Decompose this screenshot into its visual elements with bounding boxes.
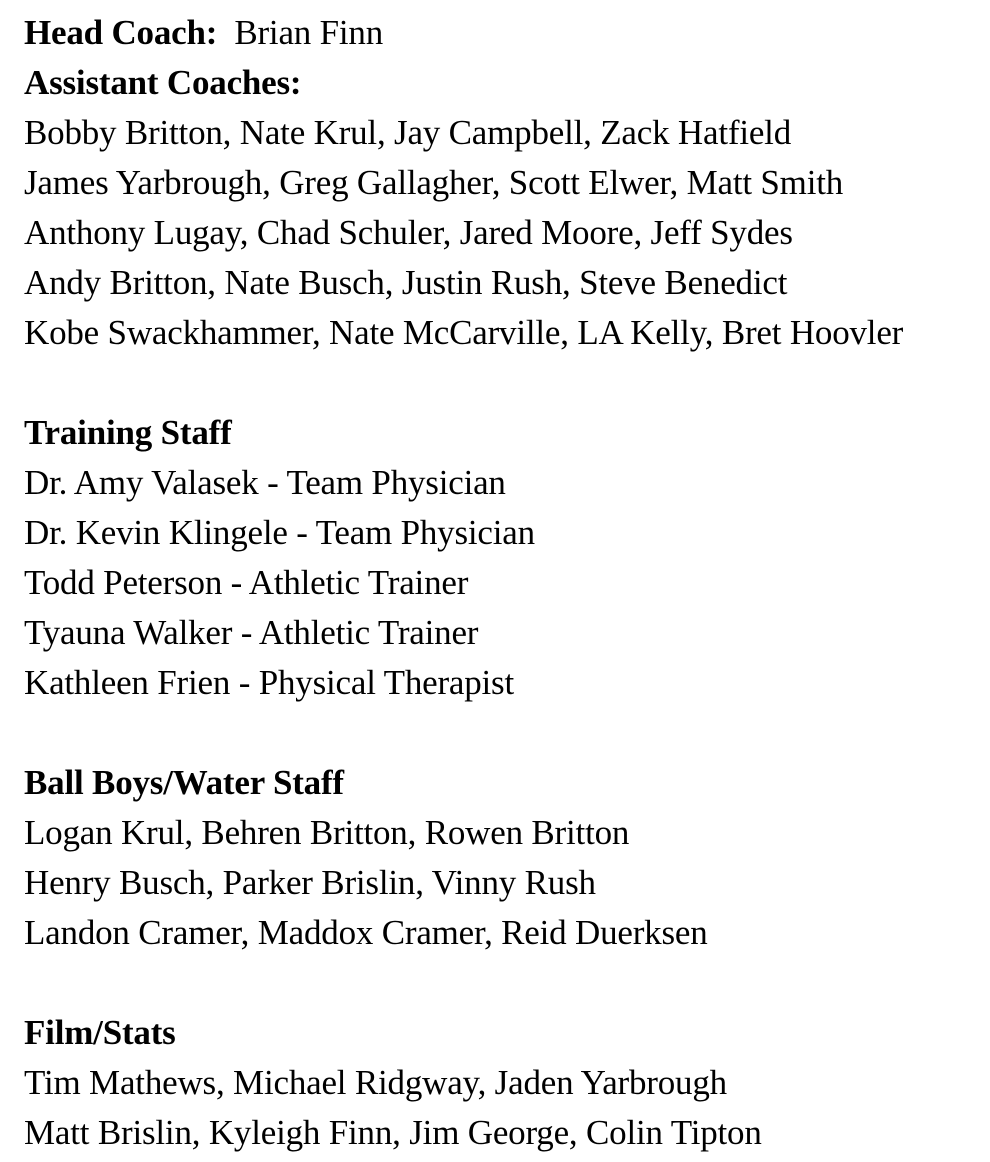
assistant-coaches-heading: Assistant Coaches: — [24, 63, 302, 102]
training-staff-line: Kathleen Frien - Physical Therapist — [24, 663, 515, 702]
film-stats-line: Tim Mathews, Michael Ridgway, Jaden Yarbrough — [24, 1063, 727, 1102]
assistant-coaches-line: Anthony Lugay, Chad Schuler, Jared Moore, Jeff Sydes — [24, 213, 793, 252]
training-staff-line: Todd Peterson - Athletic Trainer — [24, 563, 469, 602]
assistant-coaches-line: James Yarbrough, Greg Gallagher, Scott Elwer, Matt Smith — [24, 163, 844, 202]
head-coach-label: Head Coach: — [24, 13, 218, 52]
training-staff-line: Tyauna Walker - Athletic Trainer — [24, 613, 479, 652]
training-staff-heading: Training Staff — [24, 413, 232, 452]
assistant-coaches-line: Andy Britton, Nate Busch, Justin Rush, Steve Benedict — [24, 263, 788, 302]
section-spacer — [24, 358, 984, 408]
ball-boys-line: Landon Cramer, Maddox Cramer, Reid Duerksen — [24, 913, 708, 952]
assistant-coaches-line: Bobby Britton, Nate Krul, Jay Campbell, Zack Hatfield — [24, 113, 792, 152]
assistant-coaches-line: Kobe Swackhammer, Nate McCarville, LA Kelly, Bret Hoovler — [24, 313, 904, 352]
film-stats-line: Matt Brislin, Kyleigh Finn, Jim George, Colin Tipton — [24, 1113, 762, 1152]
training-staff-line: Dr. Amy Valasek - Team Physician — [24, 463, 506, 502]
staff-document — [24, 8, 984, 1158]
section-spacer — [24, 958, 984, 1008]
ball-boys-line: Henry Busch, Parker Brislin, Vinny Rush — [24, 863, 596, 902]
head-coach-name: Brian Finn — [234, 13, 384, 52]
training-staff-line: Dr. Kevin Klingele - Team Physician — [24, 513, 535, 552]
section-spacer — [24, 708, 984, 758]
head-coach-line — [24, 8, 984, 58]
ball-boys-line: Logan Krul, Behren Britton, Rowen Britton — [24, 813, 630, 852]
film-stats-heading: Film/Stats — [24, 1013, 176, 1052]
ball-boys-heading: Ball Boys/Water Staff — [24, 763, 344, 802]
